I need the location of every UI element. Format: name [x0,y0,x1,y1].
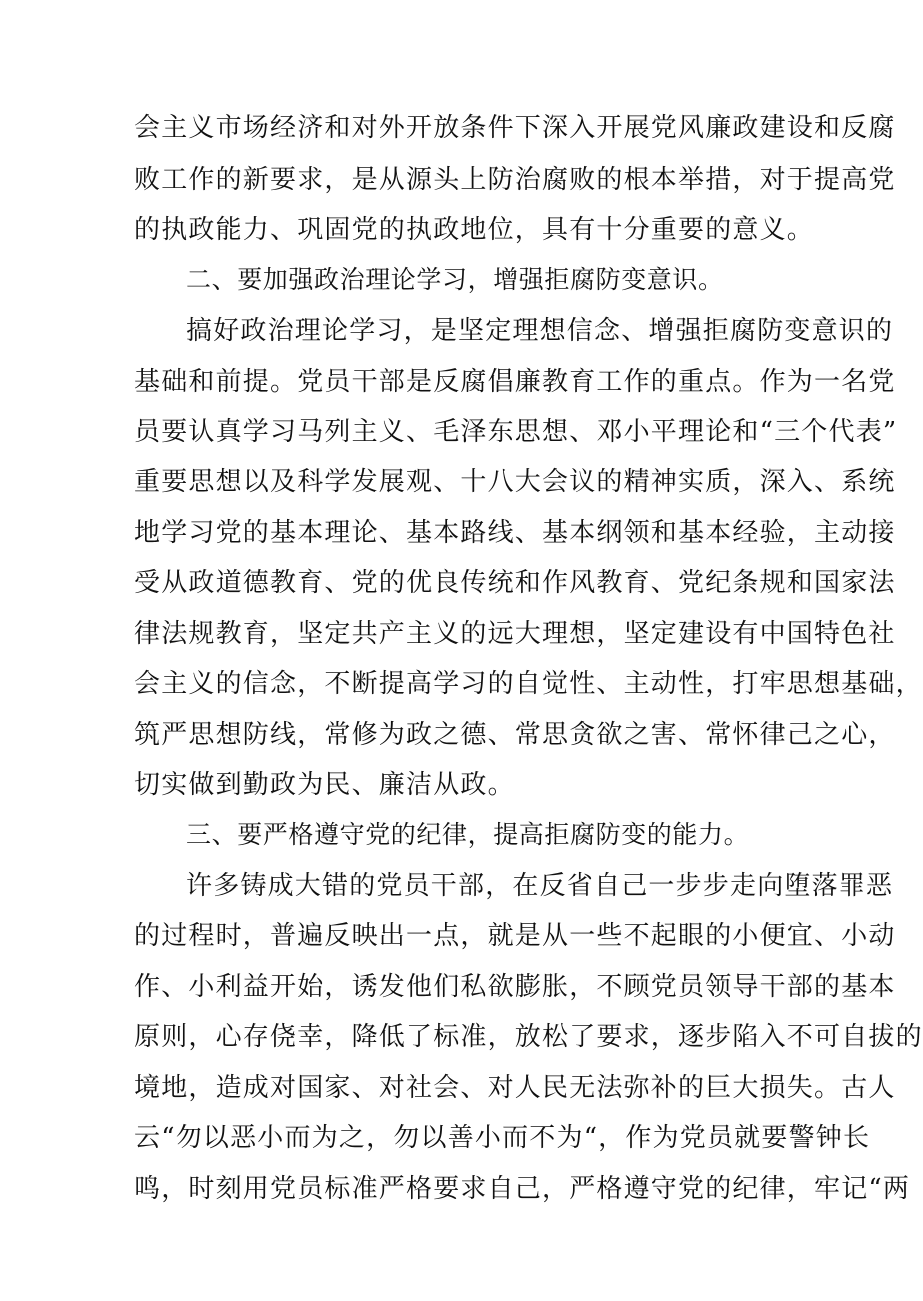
body-text-line: 律法规教育，坚定共产主义的远大理想，坚定建设有中国特色社 [134,619,896,649]
body-text-line: 原则，心存侥幸，降低了标准，放松了要求，逐步陷入不可自拔的 [134,1022,923,1052]
section-heading: 二、要加强政治理论学习，增强拒腐防变意识。 [186,265,724,294]
body-text-line: 切实做到勤政为民、廉洁从政。 [134,770,515,800]
body-text-line: 重要思想以及科学发展观、十八大会议的精神实质，深入、系统 [134,467,896,497]
body-text-line: 的执政能力、巩固党的执政地位，具有十分重要的意义。 [134,215,815,245]
body-text-line: 许多铸成大错的党员干部，在反省自己一步步走向堕落罪恶 [186,871,894,901]
body-text-line: 基础和前提。党员干部是反腐倡廉教育工作的重点。作为一名党 [134,367,896,397]
body-text-line: 境地，造成对国家、对社会、对人民无法弥补的巨大损失。古人 [134,1073,896,1103]
body-text-line: 的过程时，普遍反映出一点，就是从一些不起眼的小便宜、小动 [134,921,896,951]
body-text-line: 受从政道德教育、党的优良传统和作风教育、党纪条规和国家法 [134,568,896,598]
body-text-line: 地学习党的基本理论、基本路线、基本纲领和基本经验，主动接 [134,518,896,548]
body-text-line: 作、小利益开始，诱发他们私欲膨胀，不顾党员领导干部的基本 [134,972,896,1002]
body-text-line: 鸣，时刻用党员标准严格要求自己，严格遵守党的纪律，牢记“两 [134,1174,911,1204]
body-text-line: 筑严思想防线，常修为政之德、常思贪欲之害、常怀律己之心， [134,720,896,750]
body-text-line: 云“勿以恶小而为之，勿以善小而不为“，作为党员就要警钟长 [134,1123,871,1153]
body-text-line: 员要认真学习马列主义、毛泽东思想、邓小平理论和“三个代表” [134,417,898,447]
body-text-line: 会主义的信念，不断提高学习的自觉性、主动性，打牢思想基础， [134,669,923,699]
body-text-line: 搞好政治理论学习，是坚定理想信念、增强拒腐防变意识的 [186,316,894,346]
section-heading: 三、要严格遵守党的纪律，提高拒腐防变的能力。 [186,820,750,849]
body-text-line: 败工作的新要求，是从源头上防治腐败的根本举措，对于提高党 [134,165,896,195]
body-text-line: 会主义市场经济和对外开放条件下深入开展党风廉政建设和反腐 [134,113,896,143]
